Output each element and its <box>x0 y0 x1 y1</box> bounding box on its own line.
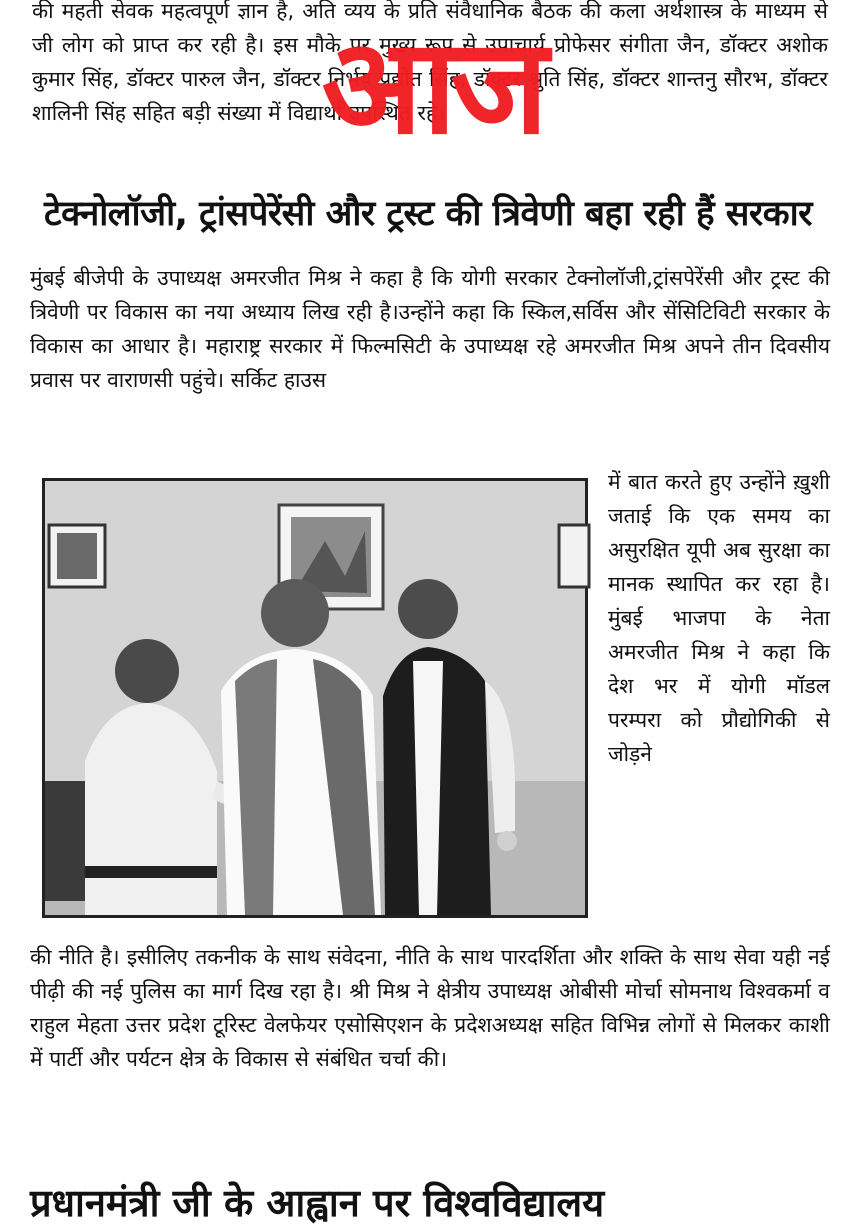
intro-paragraph: मुंबई बीजेपी के उपाध्यक्ष अमरजीत मिश्र ने कहा है कि योगी सरकार टेक्नोलॉजी,ट्रांसपेरेंसी और ट्रस्ट की त्रिवेणी पर विकास का नया अध्याय लिख रही है।उन्होंने कहा कि स्किल,सर्विस और सेंसिटिविटी सरकार के विकास का आधार है। महाराष्ट्र सरकार में फिल्मसिटी के उपाध्यक्ष रहे अमरजीत मिश्र अपने तीन दिवसीय प्रवास पर वाराणसी पहुंचे। सर्किट हाउस <box>30 266 830 392</box>
side-paragraph: में बात करते हुए उन्होंने ख़ुशी जताई कि एक समय का असुरक्षित यूपी अब सुरक्षा का मानक स्थापित कर रहा है।मुंबई भाजपा के नेता अमरजीत मिश्र ने कहा कि देश भर में योगी मॉडल परम्परा को प्रौद्योगिकी से जोड़ने <box>608 470 830 766</box>
article-headline: टेक्नोलॉजी, ट्रांसपेरेंसी और ट्रस्ट की त्रिवेणी बहा रही हैं सरकार <box>44 194 812 234</box>
top-paragraph: की महती सेवक महत्वपूर्ण ज्ञान है, अति व्यय के प्रति संवैधानिक बैठक की कला अर्थशास्त्र के माध्यम से जी लोग को प्राप्त कर रही है। इस मौके पर मुख्य रूप से उपाचार्य प्रोफेसर संगीता जैन, डॉक्टर अशोक कुमार सिंह, डॉक्टर पारुल जैन, डॉक्टर निर्भय प्रद्योत सिंह, डॉक्टर श्रुति सिंह, डॉक्टर शान्तनु सौरभ, डॉक्टर शालिनी सिंह सहित बड़ी संख्या में विद्यार्थी उपस्थित रहे। <box>32 0 828 125</box>
tail-paragraph: की नीति है। इसीलिए तकनीक के साथ संवेदना, नीति के साथ पारदर्शिता और शक्ति के साथ सेवा यही नई पीढ़ी की नई पुलिस का मार्ग दिख रहा है। श्री मिश्र ने क्षेत्रीय उपाध्यक्ष ओबीसी मोर्चा सोमनाथ विश्वकर्मा व राहुल मेहता उत्तर प्रदेश टूरिस्ट वेलफेयर एसोसिएशन के प्रदेशअध्यक्ष सहित विभिन्न लोगों से मिलकर काशी में पार्टी और पर्यटन क्षेत्र के विकास से संबंधित चर्चा की। <box>30 945 830 1071</box>
cut-off-next-headline <box>30 1181 830 1225</box>
photo-three-men-illustration <box>45 481 585 915</box>
cut-off-next-headline-text: प्रधानमंत्री जी के आह्वान पर विश्वविद्यालय <box>30 1181 605 1225</box>
news-photo <box>42 478 588 918</box>
aaj-logo-watermark: आज <box>321 10 543 164</box>
